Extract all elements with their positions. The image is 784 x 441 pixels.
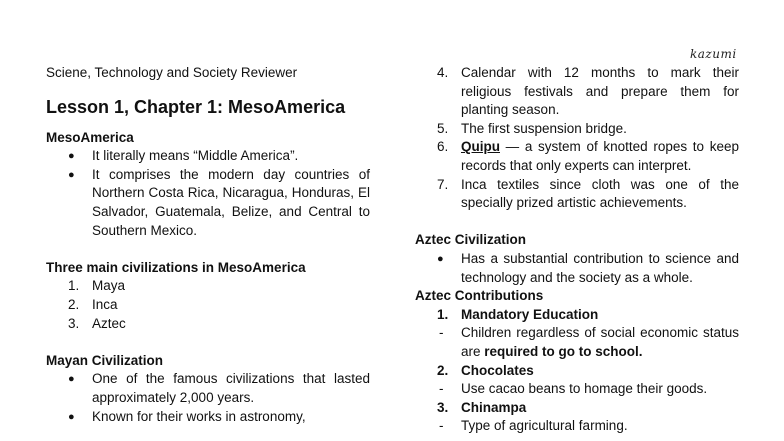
document-title: Sciene, Technology and Society Reviewer [46, 65, 298, 80]
left-column [46, 64, 370, 426]
list-item: ● It literally means “Middle America”. [46, 147, 370, 166]
list-item [415, 138, 739, 175]
list-item [46, 315, 370, 334]
list-item: ● Known for their works in astronomy, [46, 408, 370, 427]
list-item [415, 399, 739, 418]
aztec-contributions-heading: Aztec Contributions [415, 288, 544, 304]
list-text: Children regardless of social economic status are [461, 325, 739, 359]
mayan-heading: Mayan Civilization [46, 352, 164, 368]
list-text: The first suspension bridge. [461, 120, 627, 136]
list-text: Inca textiles since cloth was one of the specially prized artistic achievements. [461, 176, 739, 211]
list-item [46, 277, 370, 296]
civilizations-list [46, 277, 370, 333]
contribution-detail [415, 324, 739, 361]
list-number: 7. [437, 176, 449, 192]
aztec-contributions-list [415, 306, 739, 325]
list-item [415, 306, 739, 325]
list-item: - Type of agricultural farming. [415, 417, 739, 436]
list-item: - Use cacao beans to homage their goods. [415, 380, 739, 399]
aztec-heading: Aztec Civilization [415, 232, 527, 248]
list-number: 4. [437, 65, 449, 80]
mayan-list [46, 370, 370, 426]
mesoamerica-list [46, 147, 370, 240]
list-number: 3. [437, 399, 449, 415]
list-text: Chocolates [461, 362, 534, 378]
list-text: Chinampa [461, 399, 527, 415]
list-number: 1. [68, 278, 80, 294]
list-number: 2. [68, 296, 80, 312]
list-item [415, 362, 739, 381]
list-item [46, 296, 370, 315]
aztec-list [415, 250, 739, 287]
list-item [415, 324, 739, 361]
author-signature: kazumi [690, 47, 737, 61]
list-number: 1. [437, 306, 449, 322]
list-item [415, 64, 739, 120]
list-text: — a system of knotted ropes to keep records that only experts can interpret. [461, 139, 739, 173]
contribution-detail [415, 380, 739, 399]
lesson-title: Lesson 1, Chapter 1: MesoAmerica [46, 96, 346, 117]
list-text: Calendar with 12 months to mark their religious festivals and prepare them for planting season. [461, 65, 739, 118]
aztec-contributions-list [415, 362, 739, 381]
aztec-contributions-list [415, 399, 739, 418]
list-number: 6. [437, 139, 449, 155]
right-column [415, 64, 739, 436]
list-number: 3. [68, 315, 80, 331]
three-civilizations-heading: Three main civilizations in MesoAmerica [46, 259, 306, 275]
emphasis-text: required to go to school. [484, 343, 643, 359]
inca-contributions-list [415, 64, 739, 213]
mesoamerica-heading: MesoAmerica [46, 129, 134, 145]
list-item: ● Has a substantial contribution to science and technology and the society as a whole. [415, 250, 739, 287]
contribution-detail [415, 417, 739, 436]
list-item [415, 120, 739, 139]
list-item: ● It comprises the modern day countries of Northern Costa Rica, Nicaragua, Honduras, El Salvador, Guatemala, Belize, and Central to Southern Mexico. [46, 166, 370, 240]
list-text: Maya [92, 278, 126, 294]
list-text: Mandatory Education [461, 306, 599, 322]
list-text: Aztec [92, 315, 126, 331]
list-number: 2. [437, 362, 449, 378]
list-text: Inca [92, 296, 118, 312]
list-item: ● One of the famous civilizations that lasted approximately 2,000 years. [46, 370, 370, 407]
quipu-term: Quipu [461, 139, 500, 155]
list-item [415, 176, 739, 213]
list-number: 5. [437, 120, 449, 136]
